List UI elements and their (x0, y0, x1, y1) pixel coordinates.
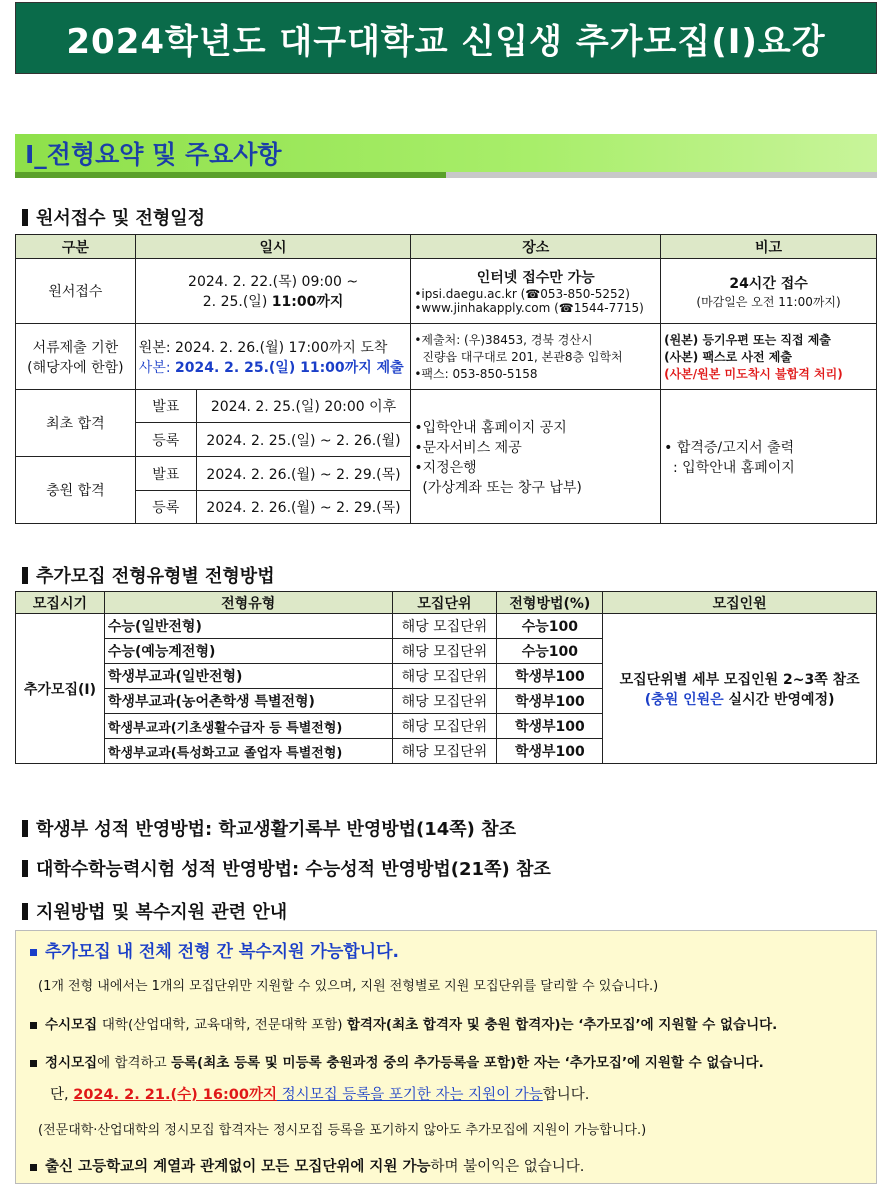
quota-line-2 (606, 689, 873, 709)
table-row (16, 614, 877, 639)
page-title: 2024학년도 대구대학교 신입생 추가모집(Ⅰ)요강 (66, 21, 826, 62)
docs-note-original: (원본) 등기우편 또는 직접 제출 (664, 333, 831, 347)
docs-note-copy: (사본) 팩스로 사전 제출 (664, 350, 792, 364)
type-cell: 수능(일반전형) (104, 614, 392, 639)
first-announce-date: 2024. 2. 25.(일) 20:00 이후 (196, 390, 411, 423)
sub-label: 발표 (135, 390, 196, 423)
result-place (411, 390, 661, 524)
col-header: 모집시기 (16, 592, 105, 614)
apply-guide-heading (22, 898, 287, 924)
quota-highlight: (충원 인원은 (644, 691, 724, 708)
heading-bar-icon (22, 860, 28, 877)
table-row (16, 324, 877, 390)
methods-table (15, 591, 877, 764)
col-header: 구분 (16, 235, 136, 259)
type-cell: 학생부교과(기초생활수급자 등 특별전형) (104, 714, 392, 739)
title-banner (15, 2, 877, 74)
notice-line: (1개 전형 내에서는 1개의 모집단위만 지원할 수 있으며, 지원 전형별로 지원 모집단위를 달리할 수 있습니다.) (38, 979, 659, 994)
unit-cell: 해당 모집단위 (392, 639, 497, 664)
col-header: 모집인원 (603, 592, 877, 614)
unit-cell: 해당 모집단위 (392, 614, 497, 639)
col-header: 일시 (135, 235, 411, 259)
table-header-row (16, 235, 877, 259)
bullet-square-icon (30, 1060, 37, 1067)
result-place-line: •입학안내 홈페이지 공지 (414, 419, 567, 436)
methods-heading (22, 562, 275, 588)
sub-label: 발표 (135, 457, 196, 491)
quota-line-1: 모집단위별 세부 모집인원 2~3쪽 참조 (619, 671, 860, 688)
bullet-square-icon (30, 949, 37, 956)
apply-date-end (139, 291, 408, 311)
docs-label-sub: (해당자에 한함) (27, 359, 124, 376)
heading-bar-icon (22, 903, 28, 920)
unit-cell: 해당 모집단위 (392, 689, 497, 714)
result-place-line: •문자서비스 제공 (414, 439, 522, 456)
docs-copy-label: 사본: (138, 359, 176, 376)
col-header: 전형방법(%) (497, 592, 603, 614)
notice-text: 합격자(최초 합격자 및 충원 합격자)는 ‘추가모집’에 지원할 수 없습니다. (346, 1017, 778, 1033)
type-cell: 학생부교과(특성화고교 졸업자 특별전형) (104, 739, 392, 764)
apply-date-start: 2024. 2. 22.(목) 09:00 ~ (188, 274, 359, 290)
notice-line: (전문대학·산업대학의 정시모집 합격자는 정시모집 등록을 포기하지 않아도 추가모집에 지원이 가능합니다.) (38, 1123, 647, 1138)
heading-bar-icon (22, 820, 28, 837)
docs-address-2: 진량읍 대구대로 201, 본관8층 입학처 (422, 350, 623, 364)
sub-label: 등록 (135, 491, 196, 524)
notice-line (30, 1155, 584, 1176)
schedule-table (15, 234, 877, 524)
type-cell: 수능(예능계전형) (104, 639, 392, 664)
quota-rest: 실시간 반영예정) (723, 691, 835, 708)
row-label: 원서접수 (16, 259, 136, 324)
apply-date-end-time: 11:00까지 (271, 294, 344, 310)
notice-text: 출신 고등학교의 계열과 관계없이 모든 모집단위에 지원 가능 (45, 1159, 431, 1175)
result-note-line: • 합격증/고지서 출력 (664, 439, 795, 456)
result-note-line: : 입학안내 홈페이지 (664, 459, 795, 476)
apply-guide-text: 지원방법 및 복수지원 관련 안내 (36, 902, 288, 923)
apply-note-sub: (마감일은 오전 11:00까지) (696, 294, 841, 309)
apply-date-end-day: 2. 25.(일) (202, 294, 272, 310)
result-place-line: •지정은행 (414, 459, 477, 476)
method-cell: 수능100 (497, 614, 603, 639)
notice-line (30, 937, 399, 962)
apply-note-main: 24시간 접수 (729, 275, 808, 292)
docs-note-warning: (사본/원본 미도착시 불합격 처리) (664, 367, 843, 381)
notice-text: 정시모집 등록을 포기한 자는 지원이 가능 (276, 1087, 543, 1103)
apply-place-title: 인터넷 접수만 가능 (476, 270, 595, 286)
docs-copy-deadline: 2024. 2. 25.(일) 11:00까지 제출 (175, 359, 404, 376)
first-register-date: 2024. 2. 25.(일) ~ 2. 26.(월) (196, 423, 411, 457)
quota-cell (603, 614, 877, 764)
sub-label: 등록 (135, 423, 196, 457)
section-title: Ⅰ_전형요약 및 주요사항 (25, 140, 282, 169)
method-cell: 학생부100 (497, 714, 603, 739)
grade-reference-text: 학생부 성적 반영방법: 학교생활기록부 반영방법(14쪽) 참조 (36, 819, 516, 840)
method-cell: 학생부100 (497, 739, 603, 764)
apply-date (135, 259, 411, 324)
notice-line (50, 1083, 589, 1104)
type-cell: 학생부교과(일반전형) (104, 664, 392, 689)
result-note (661, 390, 877, 524)
col-header: 전형유형 (104, 592, 392, 614)
methods-heading-text: 추가모집 전형유형별 전형방법 (36, 566, 275, 587)
docs-fax: •팩스: 053-850-5158 (414, 367, 538, 381)
apply-link-ipsi[interactable]: •ipsi.daegu.ac.kr (☎053-850-5252) (414, 287, 630, 301)
csat-reference-text: 대학수학능력시험 성적 반영방법: 수능성적 반영방법(21쪽) 참조 (36, 859, 551, 880)
grade-reference-heading (22, 815, 516, 841)
csat-reference-heading (22, 855, 551, 881)
table-header-row (16, 592, 877, 614)
col-header: 장소 (411, 235, 661, 259)
notice-text: 등록(최초 등록 및 미등록 충원과정 중의 추가등록을 포함)한 자는 ‘추가모집’에 지원할 수 없습니다. (170, 1055, 764, 1071)
col-header: 비고 (661, 235, 877, 259)
col-header: 모집단위 (392, 592, 497, 614)
docs-date (135, 324, 411, 390)
row-label (16, 324, 136, 390)
bullet-square-icon (30, 1164, 37, 1171)
notice-line (30, 1051, 764, 1071)
bullet-square-icon (30, 1022, 37, 1029)
extra-register-date: 2024. 2. 26.(월) ~ 2. 29.(목) (196, 491, 411, 524)
unit-cell: 해당 모집단위 (392, 714, 497, 739)
notice-multi-apply: 추가모집 내 전체 전형 간 복수지원 가능합니다. (45, 942, 399, 962)
docs-address-1: •제출처: (우)38453, 경북 경산시 (414, 333, 593, 347)
heading-bar-icon (22, 567, 28, 584)
notice-box (15, 930, 877, 1184)
method-cell: 학생부100 (497, 664, 603, 689)
section-underline (15, 172, 877, 178)
unit-cell: 해당 모집단위 (392, 739, 497, 764)
notice-text: 수시모집 (45, 1017, 102, 1033)
section-heading (15, 134, 877, 172)
heading-bar-icon (22, 209, 28, 226)
docs-note (661, 324, 877, 390)
row-label: 최초 합격 (16, 390, 136, 457)
docs-copy-date (139, 357, 408, 377)
row-label: 충원 합격 (16, 457, 136, 524)
apply-place (411, 259, 661, 324)
table-row (16, 259, 877, 324)
notice-text: 정시모집 (45, 1055, 98, 1071)
type-cell: 학생부교과(농어촌학생 특별전형) (104, 689, 392, 714)
period-cell: 추가모집(Ⅰ) (16, 614, 105, 764)
apply-link-jinhak[interactable]: •www.jinhakapply.com (☎1544-7715) (414, 301, 644, 315)
table-row (16, 390, 877, 423)
notice-text: 합니다. (542, 1087, 590, 1103)
unit-cell: 해당 모집단위 (392, 664, 497, 689)
schedule-heading-text: 원서접수 및 전형일정 (36, 208, 206, 229)
notice-text: 단, (50, 1087, 74, 1103)
schedule-heading (22, 204, 205, 230)
docs-label: 서류제출 기한 (32, 339, 119, 356)
method-cell: 수능100 (497, 639, 603, 664)
docs-original-date: 원본: 2024. 2. 26.(월) 17:00까지 도착 (138, 339, 388, 356)
result-place-line: (가상계좌 또는 창구 납부) (422, 479, 582, 496)
method-cell: 학생부100 (497, 689, 603, 714)
notice-text: 에 합격하고 (97, 1055, 171, 1071)
notice-text: 대학(산업대학, 교육대학, 전문대학 포함) (101, 1017, 347, 1033)
extra-announce-date: 2024. 2. 26.(월) ~ 2. 29.(목) (196, 457, 411, 491)
notice-line (30, 1013, 777, 1033)
notice-deadline: 2024. 2. 21.(수) 16:00까지 (73, 1087, 277, 1103)
apply-note (661, 259, 877, 324)
docs-place (411, 324, 661, 390)
notice-text: 하며 불이익은 없습니다. (430, 1159, 585, 1175)
